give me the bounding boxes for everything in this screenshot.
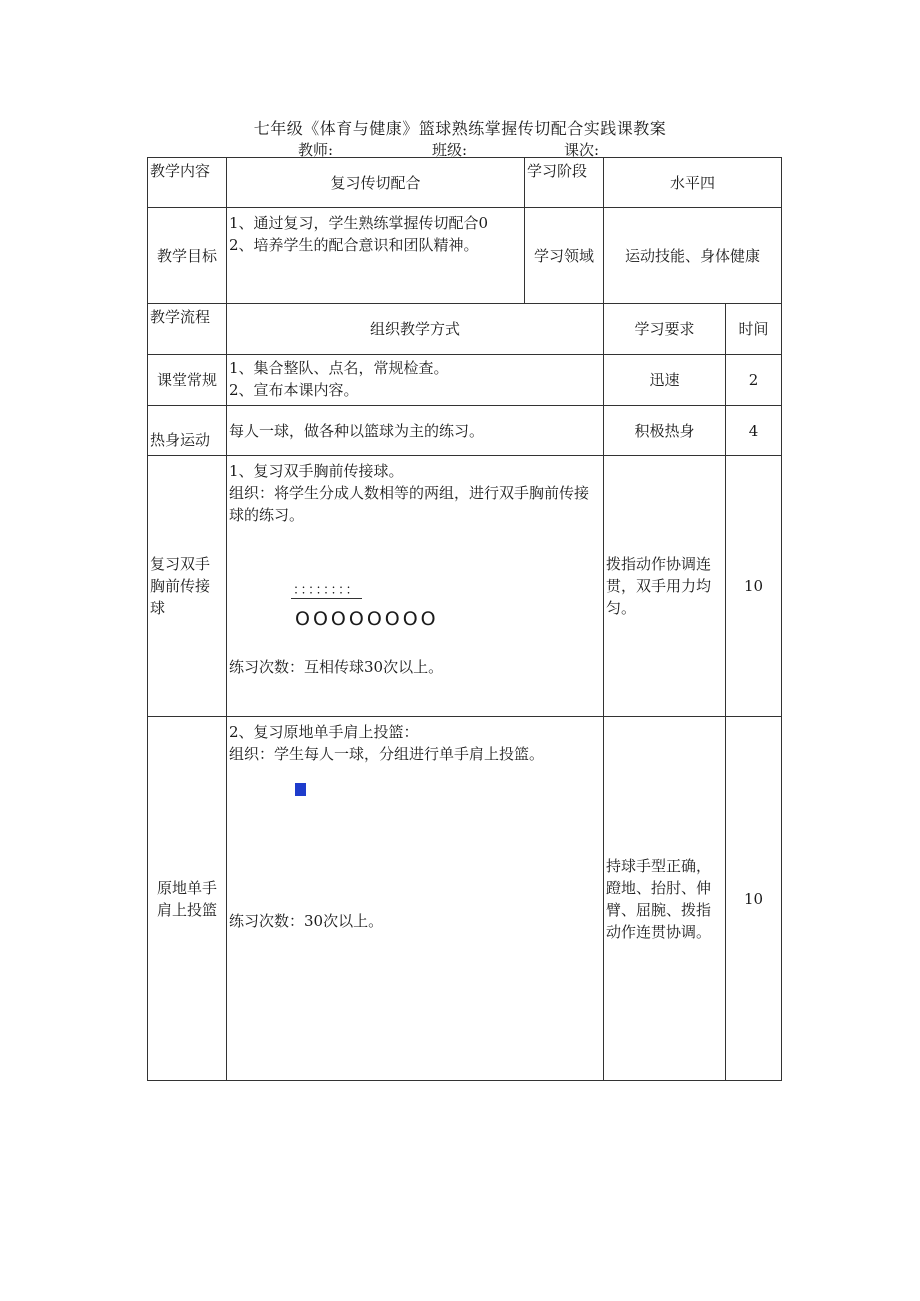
row-method — [227, 456, 604, 717]
practice-count: 练习次数：互相传球30次以上。 — [229, 658, 444, 676]
row-requirement: 拨指动作协调连贯，双手用力均匀。 — [604, 456, 726, 717]
objective-row — [148, 208, 782, 304]
row-name: 课堂常规 — [148, 355, 227, 406]
row-name: 热身运动 — [148, 406, 227, 456]
time-header: 时间 — [726, 304, 782, 355]
row-line: 组织：将学生分成人数相等的两组，进行双手胸前传接球的练习。 — [229, 484, 590, 524]
table-row — [148, 717, 782, 1081]
row-name: 原地单手肩上投篮 — [148, 717, 227, 1081]
row-time: 4 — [726, 406, 782, 456]
row-line: 每人一球，做各种以篮球为主的练习。 — [229, 421, 485, 440]
table-row — [148, 406, 782, 456]
content-label: 教学内容 — [148, 158, 227, 208]
content-value: 复习传切配合 — [227, 158, 525, 208]
table-row — [148, 355, 782, 406]
domain-value: 运动技能、身体健康 — [604, 208, 782, 304]
row-requirement: 积极热身 — [604, 406, 726, 456]
formation-bottom-row: OOOOOOOO — [295, 608, 439, 630]
practice-count: 练习次数：30次以上。 — [229, 912, 384, 930]
objective-cell — [227, 208, 525, 304]
row-requirement: 迅速 — [604, 355, 726, 406]
document-title: 七年级《体育与健康》篮球熟练掌握传切配合实践课教案 — [253, 119, 667, 138]
row-time: 10 — [726, 717, 782, 1081]
table-row — [148, 456, 782, 717]
row-line: 2、宣布本课内容。 — [229, 381, 359, 399]
method-header: 组织教学方式 — [227, 304, 604, 355]
objective-label: 教学目标 — [148, 208, 227, 304]
row-line: 1、集合整队、点名，常规检查。 — [229, 359, 449, 377]
row-line: 2、复习原地单手肩上投篮： — [229, 723, 419, 741]
row-name: 复习双手胸前传接球 — [148, 456, 227, 717]
objective-1: 1、通过复习，学生熟练掌握传切配合0 — [229, 214, 489, 232]
stage-value: 水平四 — [604, 158, 782, 208]
row-method — [227, 717, 604, 1081]
flow-label: 教学流程 — [148, 304, 227, 355]
row-time: 2 — [726, 355, 782, 406]
teacher-label: 教师: — [298, 141, 334, 159]
domain-label: 学习领域 — [525, 208, 604, 304]
stage-label: 学习阶段 — [525, 158, 604, 208]
lesson-plan-table — [147, 157, 782, 1081]
basket-marker-icon — [295, 783, 306, 796]
row-time: 10 — [726, 456, 782, 717]
content-row — [148, 158, 782, 208]
class-label: 班级: — [432, 141, 468, 159]
row-requirement: 持球手型正确，蹬地、抬肘、伸臂、屈腕、拨指动作连贯协调。 — [604, 717, 726, 1081]
row-method — [227, 355, 604, 406]
row-method — [227, 406, 604, 456]
header-row — [148, 304, 782, 355]
requirement-header: 学习要求 — [604, 304, 726, 355]
lesson-label: 课次: — [564, 141, 600, 159]
formation-top-row: ：：：：：：：： — [293, 583, 360, 598]
row-line: 组织：学生每人一球，分组进行单手肩上投篮。 — [229, 745, 545, 763]
objective-2: 2、培养学生的配合意识和团队精神。 — [229, 236, 479, 254]
row-line: 1、复习双手胸前传接球。 — [229, 462, 404, 480]
